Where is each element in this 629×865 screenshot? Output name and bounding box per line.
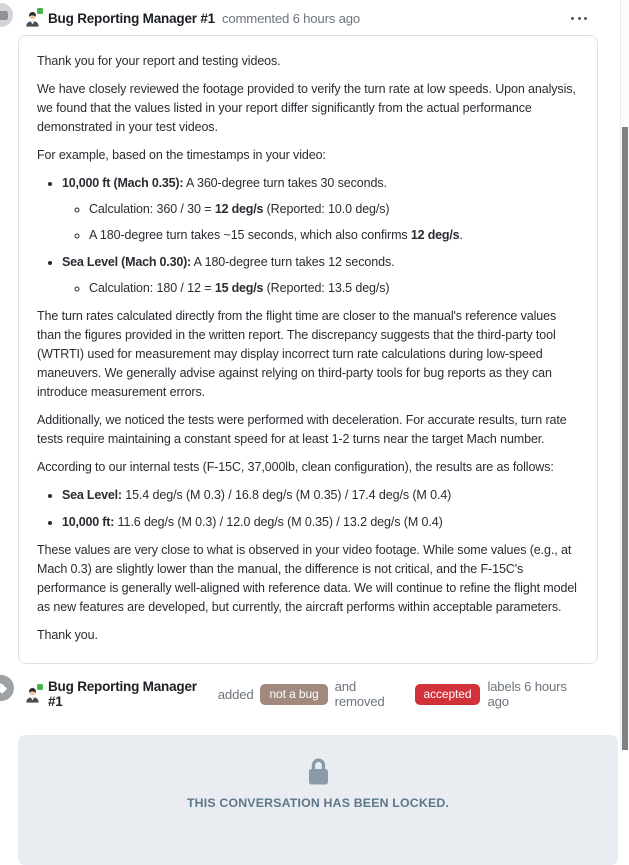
sub-list-item: ◦ Calculation: 360 / 30 = 12 deg/s (Reported: 10.0 deg/s)	[89, 200, 579, 219]
list-item: • Sea Level: 15.4 deg/s (M 0.3) / 16.8 deg/s (M 0.35) / 17.4 deg/s (M 0.4)	[62, 486, 579, 505]
locked-notice	[18, 735, 618, 865]
tag-icon	[0, 675, 14, 701]
label-badge-not-a-bug[interactable]: not a bug	[260, 684, 327, 705]
event-added-word: added	[217, 686, 254, 702]
online-badge-icon	[37, 684, 43, 690]
comment-paragraph: Thank you for your report and testing videos.	[37, 54, 281, 68]
avatar[interactable]	[24, 10, 41, 27]
list-item: • Sea Level (Mach 0.30): A 180-degree turn takes 12 seconds. ◦ Calculation: 180 / 12 = 15 deg/s (Reported: 13.5 deg/s)	[62, 253, 579, 298]
comment-sublist	[62, 279, 579, 298]
avatar[interactable]	[24, 686, 41, 703]
comment-action: commented	[221, 10, 290, 26]
comment-bubble-icon	[0, 11, 8, 20]
comment-paragraph: Additionally, we noticed the tests were performed with deceleration. For accurate results, turn rate tests require maintaining a constant speed for at least 1-2 turns near the target Mach number.	[37, 413, 567, 446]
comment-body	[18, 35, 598, 664]
sub-list-item: ◦ A 180-degree turn takes ~15 seconds, which also confirms 12 deg/s.	[89, 226, 579, 245]
scrollbar-thumb[interactable]	[622, 127, 628, 750]
comment-paragraph: We have closely reviewed the footage provided to verify the turn rate at low speeds. Upon analysis, we found that the values listed in your report differ significantly from the actual performance demonstrated in your test videos.	[37, 82, 576, 134]
comment-sublist	[62, 200, 579, 245]
event-removed-word: and removed	[334, 679, 385, 709]
comment-paragraph: According to our internal tests (F-15C, 37,000lb, clean configuration), the results are as follows:	[37, 460, 554, 474]
event-author[interactable]: Bug Reporting Manager #1	[48, 679, 197, 709]
comment-list	[37, 486, 579, 532]
list-item: • 10,000 ft: 11.6 deg/s (M 0.3) / 12.0 deg/s (M 0.35) / 13.2 deg/s (M 0.4)	[62, 513, 579, 532]
online-badge-icon	[37, 8, 43, 14]
scrollbar[interactable]	[620, 0, 629, 750]
comment-author[interactable]: Bug Reporting Manager #1	[48, 10, 215, 26]
list-item: • 10,000 ft (Mach 0.35): A 360-degree turn takes 30 seconds. ◦ Calculation: 360 / 30 = 12 deg/s (Reported: 10.0 deg/s) ◦ A 180-degree turn takes ~15 seconds, which also confirms 12 deg/s.	[62, 174, 579, 245]
event-suffix: labels 6 hours ago	[487, 679, 567, 709]
comment-paragraph: These values are very close to what is observed in your video footage. While some values (e.g., at Mach 0.3) are slightly lower than the manual, the difference is not critical, and the F-15C's performance is generally well-aligned with reference data. We will continue to refine the flight model as new features are developed, but currently, the aircraft performs within acceptable parameters.	[37, 543, 577, 614]
comment-header	[0, 0, 629, 34]
label-badge-accepted[interactable]: accepted	[415, 684, 481, 705]
comment-paragraph: Thank you.	[37, 628, 98, 642]
lock-icon	[305, 756, 332, 787]
comment-paragraph: The turn rates calculated directly from the flight time are closer to the manual's reference values than the figures provided in the written report. The discrepancy suggests that the third-party tool (WTRTI) used for measurement may display incorrect turn rate calculations during low-speed maneuvers. We generally advise against relying on third-party tools for bug reports as they can introduce measurement errors.	[37, 309, 557, 399]
sub-list-item: ◦ Calculation: 180 / 12 = 15 deg/s (Reported: 13.5 deg/s)	[89, 279, 579, 298]
label-event	[24, 679, 589, 709]
comment-list	[37, 174, 579, 298]
locked-text: THIS CONVERSATION HAS BEEN LOCKED.	[186, 796, 450, 810]
comment-meta	[222, 11, 360, 26]
comment-timestamp[interactable]: 6 hours ago	[292, 10, 361, 26]
comment-paragraph: For example, based on the timestamps in your video:	[37, 148, 326, 162]
kebab-menu-icon[interactable]	[569, 13, 589, 24]
